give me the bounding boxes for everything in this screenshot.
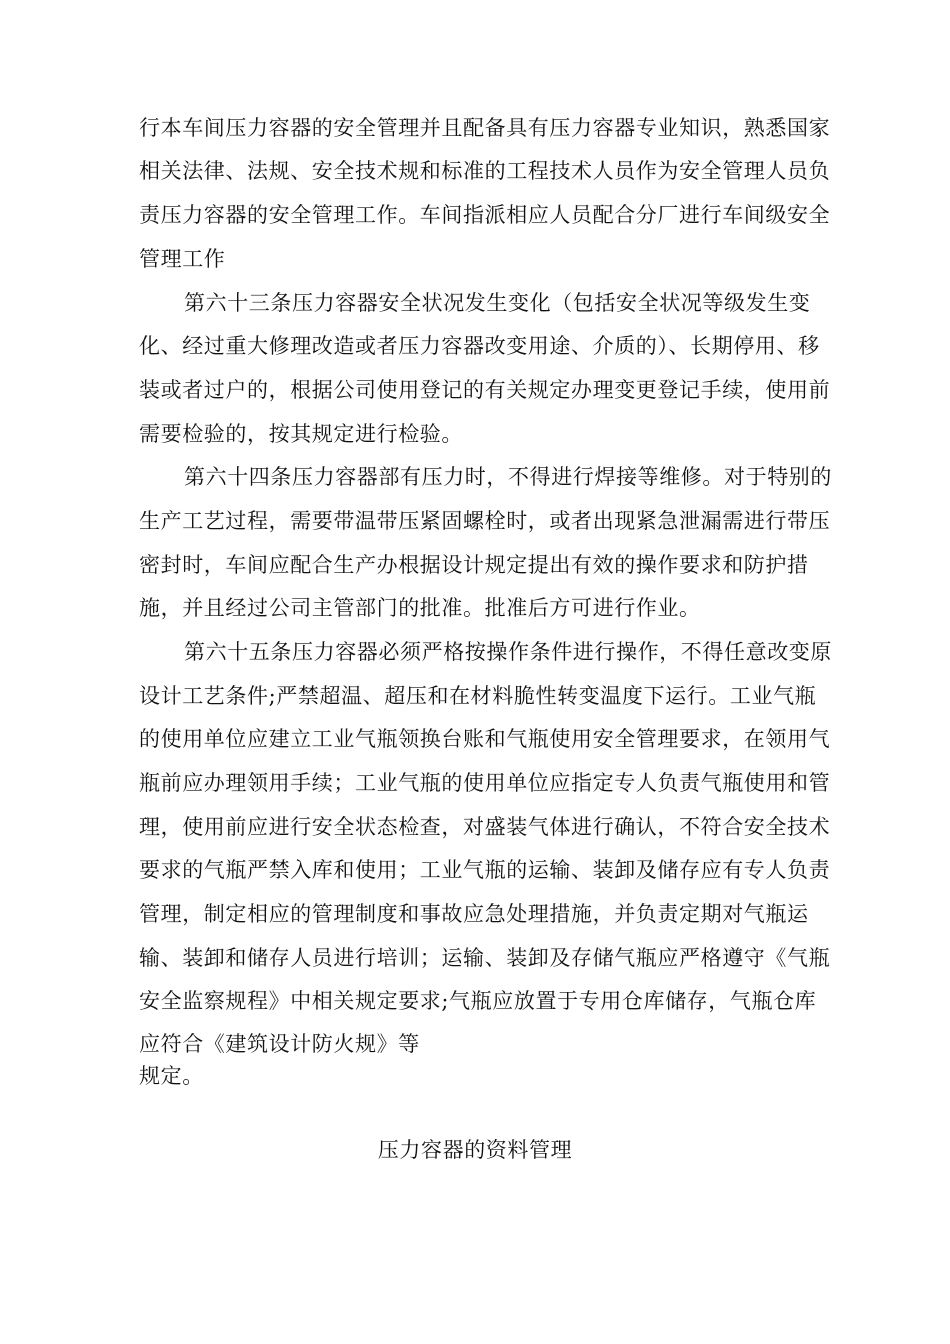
paragraph-line: 相关法律、法规、安全技术规和标准的工程技术人员作为安全管理人员负 — [139, 159, 831, 183]
paragraph-line: 密封时，车间应配合生产办根据设计规定提出有效的操作要求和防护措 — [139, 553, 809, 577]
paragraph-line: 应符合《建筑设计防火规》等 — [139, 1032, 420, 1056]
paragraph-line: 行本车间压力容器的安全管理并且配备具有压力容器专业知识，熟悉国家 — [139, 116, 831, 140]
section-heading: 压力容器的资料管理 — [377, 1138, 573, 1162]
paragraph-line: 第六十四条压力容器部有压力时，不得进行焊接等维修。对于特别的 — [184, 465, 832, 489]
paragraph-line: 的使用单位应建立工业气瓶领换台账和气瓶使用安全管理要求，在领用气 — [139, 727, 831, 751]
paragraph-line: 规定。 — [139, 1064, 204, 1088]
paragraph-line: 第六十五条压力容器必须严格按操作条件进行操作，不得任意改变原 — [184, 640, 832, 664]
paragraph-line: 管理，制定相应的管理制度和事故应急处理措施，并负责定期对气瓶运 — [139, 902, 809, 926]
paragraph-line: 管理工作 — [139, 247, 226, 271]
paragraph-line: 理，使用前应进行安全状态检查，对盛装气体进行确认，不符合安全技术 — [139, 815, 831, 839]
paragraph-line: 设计工艺条件;严禁超温、超压和在材料脆性转变温度下运行。工业气瓶 — [139, 684, 817, 708]
paragraph-line: 施，并且经过公司主管部门的批准。批准后方可进行作业。 — [139, 596, 701, 620]
paragraph-line: 责压力容器的安全管理工作。车间指派相应人员配合分厂进行车间级安全 — [139, 203, 831, 227]
paragraph-line: 需要检验的，按其规定进行检验。 — [139, 422, 463, 446]
paragraph-line: 化、经过重大修理改造或者压力容器改变用途、介质的）、长期停用、移 — [139, 334, 820, 358]
paragraph-line: 生产工艺过程，需要带温带压紧固螺栓时，或者出现紧急泄漏需进行带压 — [139, 509, 831, 533]
paragraph-line: 要求的气瓶严禁入库和使用；工业气瓶的运输、装卸及储存应有专人负责 — [139, 858, 831, 882]
paragraph-line: 输、装卸和储存人员进行培训；运输、装卸及存储气瓶应严格遵守《气瓶 — [139, 946, 831, 970]
paragraph-line: 第六十三条压力容器安全状况发生变化（包括安全状况等级发生变 — [184, 291, 811, 315]
paragraph-line: 装或者过户的，根据公司使用登记的有关规定办理变更登记手续，使用前 — [139, 378, 831, 402]
paragraph-line: 瓶前应办理领用手续；工业气瓶的使用单位应指定专人负责气瓶使用和管 — [139, 771, 831, 795]
paragraph-line: 安全监察规程》中相关规定要求;气瓶应放置于专用仓库储存，气瓶仓库 — [139, 989, 817, 1013]
